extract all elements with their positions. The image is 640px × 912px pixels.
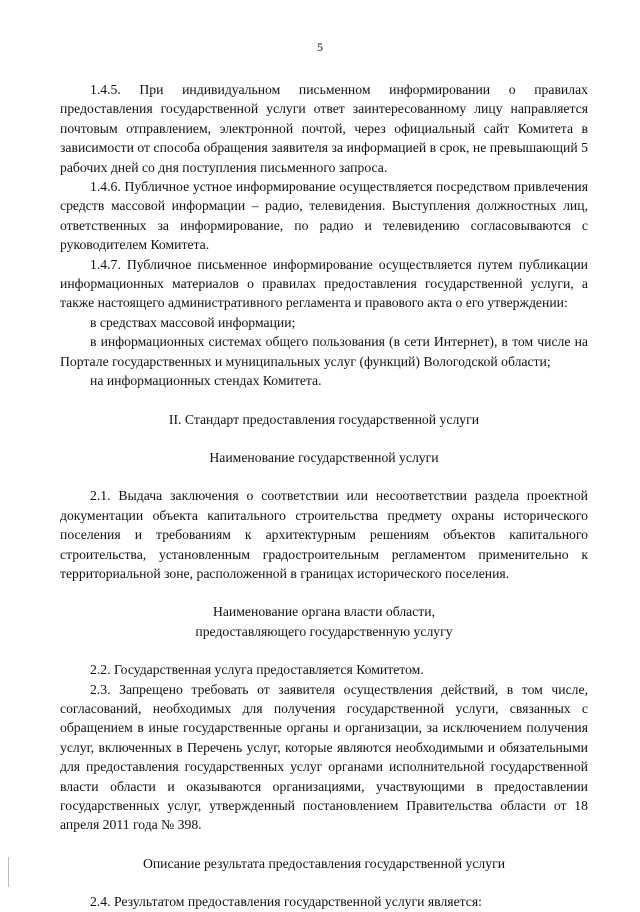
heading-authority-line-2: предоставляющего государственную услугу (195, 623, 453, 639)
paragraph-2-4: 2.4. Результатом предоставления государственной услуги является: (90, 894, 482, 910)
document-body (60, 80, 588, 912)
list-item-info-stands: на информационных стендах Комитета. (90, 373, 322, 389)
section-2-title: II. Стандарт предоставления государственной услуги (168, 411, 480, 427)
paragraph-1-4-5: 1.4.5. При индивидуальном письменном информировании о правилах предоставления государственной услуги ответ заинтересованному лицу направляется почтовым отправлением, электронной почтой, через официальный сайт Комитета в зависимости от способа обращения заявителя за информацией в срок, не превышающий 5 рабочих дней со дня поступления письменного запроса. (60, 82, 588, 175)
paragraph-1-4-6: 1.4.6. Публичное устное информирование осуществляется посредством привлечения средств массовой информации – радио, телевидения. Выступления должностных лиц, ответственных за информирование, по радио и телевидению согласовываются с руководителем Комитета. (60, 179, 588, 253)
list-item-internet: в информационных системах общего пользования (в сети Интернет), в том числе на Портале государственных и муниципальных услуг (функций) Вологодской области; (60, 334, 588, 369)
paragraph-1-4-7: 1.4.7. Публичное письменное информирование осуществляется путем публикации информационных материалов о правилах предоставления государственной услуги, а также настоящего административного регламента и правового акта о его утверждении: (60, 256, 588, 311)
heading-result: Описание результата предоставления государственной услуги (142, 855, 506, 871)
paragraph-2-2: 2.2. Государственная услуга предоставляется Комитетом. (90, 662, 424, 678)
heading-service-name: Наименование государственной услуги (209, 449, 439, 465)
page-number: 5 (317, 40, 323, 54)
list-item-mass-media: в средствах массовой информации; (90, 314, 296, 330)
paragraph-2-3: 2.3. Запрещено требовать от заявителя осуществления действий, в том числе, согласований, необходимых для получения государственной услуги, связанных с обращением в иные государственные органы и организации, за исключением получения услуг, включенных в Перечень услуг, которые являются необходимыми и обязательными для предоставления государственных услуг органами исполнительной государственной власти области и оказываются организациями, участвующими в предоставлении государственных услуг, утвержденный постановлением Правительства области от 18 апреля 2011 года № 398. (60, 681, 588, 833)
heading-authority-line-1: Наименование органа власти области, (212, 604, 436, 620)
paragraph-2-1: 2.1. Выдача заключения о соответствии или несоответствии раздела проектной документации объекта капитального строительства предмету охраны исторического поселения и требованиям к архитектурным решениям объектов капитального строительства, установленным градостроительным регламентом применительно к территориальной зоне, расположенной в границах исторического поселения. (60, 488, 588, 581)
scan-margin-mark (8, 857, 9, 887)
